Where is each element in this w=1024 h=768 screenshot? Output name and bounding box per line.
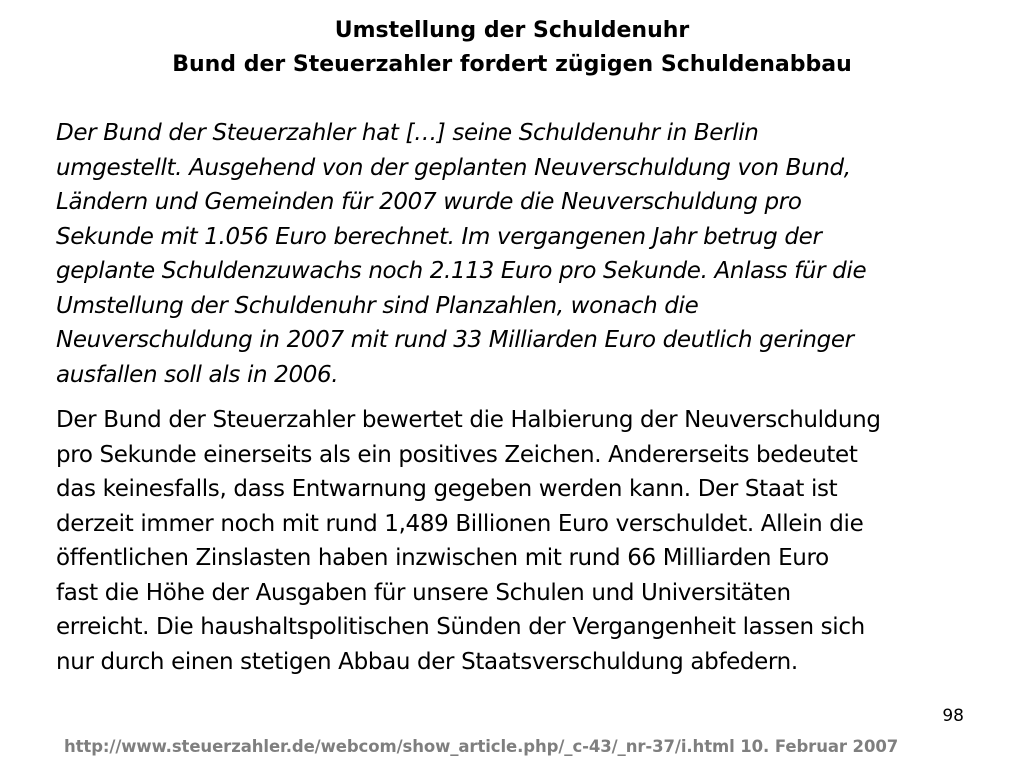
quote-line: Neuverschuldung in 2007 mit rund 33 Milliarden Euro deutlich geringer [56,327,854,353]
title-line-1: Umstellung der Schuldenuhr [334,18,690,43]
body-line: das keinesfalls, dass Entwarnung gegeben werden kann. Der Staat ist [56,476,838,502]
body-paragraph [56,403,996,679]
quote-line: ausfallen soll als in 2006. [56,361,339,388]
quote-line: umgestellt. Ausgehend von der geplanten Neuverschuldung von Bund, [56,154,851,181]
quote-line: Ländern und Gemeinden für 2007 wurde die Neuverschuldung pro [56,189,802,215]
quote-paragraph [56,116,996,392]
page-number: 98 [942,706,964,726]
source-citation: http://www.steuerzahler.de/webcom/show_article.php/_c-43/_nr-37/i.html 10. Februar 2007 [64,737,899,756]
quote-line: Sekunde mit 1.056 Euro berechnet. Im vergangenen Jahr betrug der [56,223,822,250]
body-line: derzeit immer noch mit rund 1,489 Billionen Euro verschuldet. Allein die [56,510,864,537]
body-line: Der Bund der Steuerzahler bewertet die Halbierung der Neuverschuldung [56,407,881,433]
body-line: erreicht. Die haushaltspolitischen Sünden der Vergangenheit lassen sich [56,614,865,640]
body-line: fast die Höhe der Ausgaben für unsere Schulen und Universitäten [56,579,791,606]
quote-line: Umstellung der Schuldenuhr sind Planzahlen, wonach die [56,292,699,319]
quote-line: Der Bund der Steuerzahler hat […] seine Schuldenuhr in Berlin [56,120,759,146]
body-line: nur durch einen stetigen Abbau der Staatsverschuldung abfedern. [56,648,798,675]
body-line: pro Sekunde einerseits als ein positives Zeichen. Andererseits bedeutet [56,441,858,468]
body-line: öffentlichen Zinslasten haben inzwischen mit rund 66 Milliarden Euro [56,545,829,571]
slide-title [40,14,984,82]
quote-line: geplante Schuldenzuwachs noch 2.113 Euro pro Sekunde. Anlass für die [56,258,867,284]
title-line-2: Bund der Steuerzahler fordert zügigen Schuldenabbau [172,52,852,77]
